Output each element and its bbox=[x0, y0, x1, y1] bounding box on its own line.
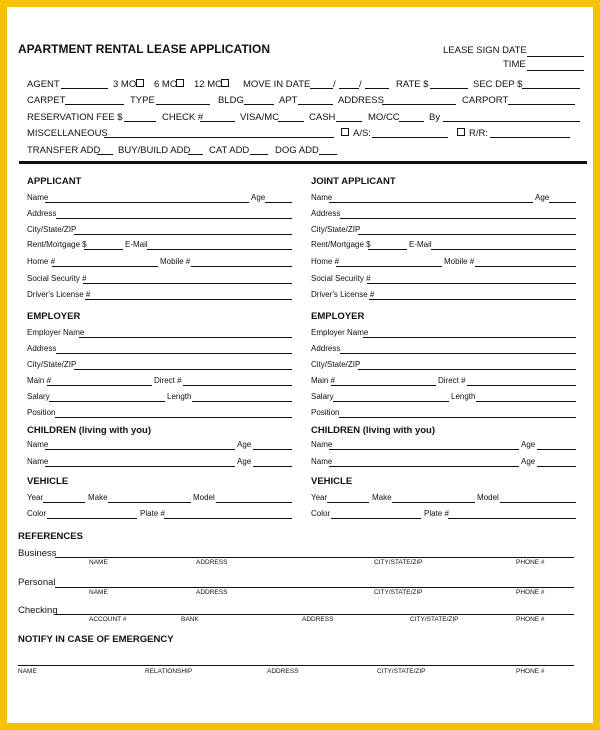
applicant-child2-age[interactable] bbox=[253, 466, 292, 467]
reference-checking-line[interactable] bbox=[55, 614, 574, 615]
label: Rent/Mortgage $ bbox=[27, 240, 87, 249]
label: Mobile # bbox=[160, 257, 191, 266]
label: Salary bbox=[27, 392, 50, 401]
label: 6 MO bbox=[154, 79, 178, 90]
label: Mobile # bbox=[444, 257, 475, 266]
label: DOG ADD bbox=[275, 145, 319, 156]
cat-add-field[interactable] bbox=[250, 154, 268, 155]
joint-year[interactable] bbox=[327, 502, 369, 503]
joint-mobile[interactable] bbox=[475, 266, 576, 267]
label: Social Security # bbox=[27, 274, 87, 283]
mo3-checkbox[interactable] bbox=[136, 79, 144, 87]
ac-field[interactable] bbox=[372, 137, 448, 138]
label: AGENT bbox=[27, 79, 60, 90]
label: Name bbox=[311, 457, 333, 466]
label: Employer Name bbox=[311, 328, 369, 337]
label: City/State/ZIP bbox=[311, 225, 361, 234]
reservation-fee-field[interactable] bbox=[124, 121, 156, 122]
rate-field[interactable] bbox=[430, 88, 468, 89]
joint-children-heading: CHILDREN (living with you) bbox=[311, 425, 436, 436]
applicant-vehicle-heading: VEHICLE bbox=[27, 476, 69, 487]
section-divider bbox=[19, 161, 587, 164]
label: TRANSFER ADD bbox=[27, 145, 101, 156]
label: Plate # bbox=[140, 509, 165, 518]
label: MOVE IN DATE bbox=[243, 79, 311, 90]
label: ADDRESS bbox=[338, 95, 384, 106]
date-separator: / bbox=[333, 79, 336, 90]
applicant-model[interactable] bbox=[216, 502, 292, 503]
joint-child2-name[interactable] bbox=[329, 466, 519, 467]
applicant-color[interactable] bbox=[47, 518, 137, 519]
visa-mc-field[interactable] bbox=[278, 121, 304, 122]
reference-personal-line[interactable] bbox=[55, 587, 574, 588]
check-field[interactable] bbox=[200, 121, 235, 122]
joint-ssn[interactable] bbox=[367, 283, 576, 284]
applicant-employer-name[interactable] bbox=[79, 337, 292, 338]
joint-child1-name[interactable] bbox=[329, 449, 519, 450]
label: Color bbox=[311, 509, 331, 518]
rr-checkbox[interactable] bbox=[457, 128, 465, 136]
joint-employer-city[interactable] bbox=[358, 369, 576, 370]
label: ADDRESS bbox=[302, 616, 334, 623]
time-label: TIME bbox=[503, 59, 526, 70]
ac-checkbox[interactable] bbox=[341, 128, 349, 136]
label: City/State/ZIP bbox=[27, 360, 77, 369]
label: CARPET bbox=[27, 95, 66, 106]
label: NAME bbox=[89, 589, 108, 596]
mo-cc-field[interactable] bbox=[399, 121, 424, 122]
applicant-mobile[interactable] bbox=[191, 266, 292, 267]
applicant-home[interactable] bbox=[52, 266, 158, 267]
label: Name bbox=[27, 193, 49, 202]
label: BUY/BUILD ADD bbox=[118, 145, 191, 156]
joint-direct[interactable] bbox=[467, 385, 576, 386]
label: Length bbox=[167, 392, 192, 401]
page-title: APARTMENT RENTAL LEASE APPLICATION bbox=[18, 42, 270, 56]
sec-dep-field[interactable] bbox=[522, 88, 580, 89]
application-page bbox=[7, 7, 593, 723]
label: Model bbox=[193, 493, 215, 502]
label: Social Security # bbox=[311, 274, 371, 283]
label: E-Mail bbox=[125, 240, 148, 249]
joint-name[interactable] bbox=[329, 202, 533, 203]
applicant-child2-name[interactable] bbox=[45, 466, 235, 467]
label: CASH bbox=[309, 112, 336, 123]
label: CARPORT bbox=[462, 95, 509, 106]
applicant-dl[interactable] bbox=[85, 299, 292, 300]
label: ADDRESS bbox=[196, 589, 228, 596]
reference-business-line[interactable] bbox=[55, 557, 574, 558]
label: 3 MO bbox=[113, 79, 137, 90]
label: Name bbox=[311, 440, 333, 449]
transfer-add-field[interactable] bbox=[97, 154, 113, 155]
mo12-checkbox[interactable] bbox=[221, 79, 229, 87]
joint-employer-heading: EMPLOYER bbox=[311, 311, 365, 322]
label: CITY/STATE/ZIP bbox=[377, 668, 426, 675]
joint-salary[interactable] bbox=[333, 401, 449, 402]
label: ADDRESS bbox=[196, 559, 228, 566]
label: RELATIONSHIP bbox=[145, 668, 193, 675]
joint-color[interactable] bbox=[331, 518, 421, 519]
label: CHECK # bbox=[162, 112, 204, 123]
joint-main[interactable] bbox=[331, 385, 436, 386]
label: City/State/ZIP bbox=[27, 225, 77, 234]
label: CITY/STATE/ZIP bbox=[410, 616, 459, 623]
applicant-main[interactable] bbox=[47, 385, 152, 386]
label: ACCOUNT # bbox=[89, 616, 127, 623]
label: Main # bbox=[27, 376, 52, 385]
applicant-email[interactable] bbox=[147, 249, 292, 250]
label: City/State/ZIP bbox=[311, 360, 361, 369]
joint-city[interactable] bbox=[358, 234, 576, 235]
applicant-plate[interactable] bbox=[164, 518, 292, 519]
lease-sign-date-label: LEASE SIGN DATE bbox=[443, 45, 527, 56]
bldg-field[interactable] bbox=[244, 104, 274, 105]
applicant-heading: APPLICANT bbox=[27, 176, 82, 187]
joint-child2-age[interactable] bbox=[537, 466, 576, 467]
label: Employer Name bbox=[27, 328, 85, 337]
label: NAME bbox=[18, 668, 37, 675]
label: Age bbox=[521, 440, 536, 449]
label: Address bbox=[311, 209, 341, 218]
joint-rent[interactable] bbox=[368, 249, 407, 250]
apt-field[interactable] bbox=[298, 104, 333, 105]
carpet-field[interactable] bbox=[65, 104, 124, 105]
move-in-month[interactable] bbox=[310, 88, 333, 89]
label: Age bbox=[237, 457, 252, 466]
label: Name bbox=[27, 440, 49, 449]
label: CAT ADD bbox=[209, 145, 250, 156]
applicant-employer-city[interactable] bbox=[74, 369, 292, 370]
label: Model bbox=[477, 493, 499, 502]
move-in-year[interactable] bbox=[365, 88, 389, 89]
label: Make bbox=[88, 493, 108, 502]
label: Name bbox=[311, 193, 333, 202]
label: Color bbox=[27, 509, 47, 518]
applicant-address[interactable] bbox=[56, 218, 292, 219]
joint-age[interactable] bbox=[549, 202, 576, 203]
label: Home # bbox=[311, 257, 340, 266]
joint-plate[interactable] bbox=[448, 518, 576, 519]
joint-employer-address[interactable] bbox=[340, 353, 576, 354]
label: Address bbox=[27, 344, 57, 353]
label: PHONE # bbox=[516, 616, 545, 623]
label: MISCELLANEOUS bbox=[27, 128, 108, 139]
joint-heading: JOINT APPLICANT bbox=[311, 176, 396, 187]
emergency-heading: NOTIFY IN CASE OF EMERGENCY bbox=[18, 634, 174, 645]
label: Driver's License # bbox=[27, 290, 91, 299]
label: RESERVATION FEE $ bbox=[27, 112, 123, 123]
label: Rent/Mortgage $ bbox=[311, 240, 371, 249]
reference-checking-label: Checking bbox=[18, 605, 58, 616]
applicant-child1-name[interactable] bbox=[45, 449, 235, 450]
label: PHONE # bbox=[516, 589, 545, 596]
label: CITY/STATE/ZIP bbox=[374, 589, 423, 596]
reference-personal-label: Personal bbox=[18, 577, 56, 588]
label: Age bbox=[237, 440, 252, 449]
applicant-make[interactable] bbox=[108, 502, 191, 503]
joint-address[interactable] bbox=[340, 218, 576, 219]
applicant-ssn[interactable] bbox=[83, 283, 292, 284]
applicant-child1-age[interactable] bbox=[253, 449, 292, 450]
label: MO/CC bbox=[368, 112, 400, 123]
applicant-direct[interactable] bbox=[183, 385, 292, 386]
joint-home[interactable] bbox=[336, 266, 442, 267]
label: PHONE # bbox=[516, 668, 545, 675]
label: Direct # bbox=[154, 376, 182, 385]
label: Position bbox=[311, 408, 340, 417]
label: PHONE # bbox=[516, 559, 545, 566]
label: By bbox=[429, 112, 441, 123]
joint-position[interactable] bbox=[339, 417, 576, 418]
label: Plate # bbox=[424, 509, 449, 518]
label: R/R: bbox=[469, 128, 488, 139]
reference-business-label: Business bbox=[18, 548, 57, 559]
label: Direct # bbox=[438, 376, 466, 385]
joint-email[interactable] bbox=[431, 249, 576, 250]
rr-field[interactable] bbox=[490, 137, 570, 138]
address-field[interactable] bbox=[382, 104, 456, 105]
references-heading: REFERENCES bbox=[18, 531, 83, 542]
label: TYPE bbox=[130, 95, 155, 106]
label: Age bbox=[535, 193, 550, 202]
dog-add-field[interactable] bbox=[319, 154, 337, 155]
joint-dl[interactable] bbox=[369, 299, 576, 300]
joint-child1-age[interactable] bbox=[537, 449, 576, 450]
label: BANK bbox=[181, 616, 199, 623]
label: Age bbox=[251, 193, 266, 202]
label: Address bbox=[27, 209, 57, 218]
label: BLDG bbox=[218, 95, 244, 106]
applicant-age[interactable] bbox=[265, 202, 292, 203]
label: A/S: bbox=[353, 128, 371, 139]
date-separator: / bbox=[359, 79, 362, 90]
move-in-day[interactable] bbox=[339, 88, 359, 89]
time-field[interactable] bbox=[527, 70, 584, 71]
label: CITY/STATE/ZIP bbox=[374, 559, 423, 566]
lease-sign-date-field[interactable] bbox=[527, 56, 584, 57]
label: Home # bbox=[27, 257, 56, 266]
cash-field[interactable] bbox=[336, 121, 362, 122]
label: E-Mail bbox=[409, 240, 432, 249]
applicant-children-heading: CHILDREN (living with you) bbox=[27, 425, 152, 436]
by-field[interactable] bbox=[443, 121, 580, 122]
miscellaneous-field[interactable] bbox=[104, 137, 334, 138]
label: Year bbox=[27, 493, 44, 502]
type-field[interactable] bbox=[156, 104, 210, 105]
applicant-length[interactable] bbox=[192, 401, 292, 402]
mo6-checkbox[interactable] bbox=[176, 79, 184, 87]
applicant-year[interactable] bbox=[43, 502, 85, 503]
label: NAME bbox=[89, 559, 108, 566]
carport-field[interactable] bbox=[508, 104, 575, 105]
label: Length bbox=[451, 392, 476, 401]
label: Age bbox=[521, 457, 536, 466]
label: APT bbox=[279, 95, 298, 106]
agent-field[interactable] bbox=[61, 88, 108, 89]
label: Main # bbox=[311, 376, 336, 385]
label: VISA/MC bbox=[240, 112, 280, 123]
applicant-position[interactable] bbox=[55, 417, 292, 418]
label: Address bbox=[311, 344, 341, 353]
label: Driver's License # bbox=[311, 290, 375, 299]
applicant-rent[interactable] bbox=[84, 249, 123, 250]
applicant-employer-heading: EMPLOYER bbox=[27, 311, 81, 322]
label: Name bbox=[27, 457, 49, 466]
applicant-name[interactable] bbox=[45, 202, 249, 203]
emergency-line[interactable] bbox=[18, 665, 574, 666]
label: Year bbox=[311, 493, 328, 502]
joint-vehicle-heading: VEHICLE bbox=[311, 476, 353, 487]
joint-employer-name[interactable] bbox=[363, 337, 576, 338]
label: Make bbox=[372, 493, 392, 502]
joint-make[interactable] bbox=[392, 502, 475, 503]
applicant-employer-address[interactable] bbox=[56, 353, 292, 354]
joint-model[interactable] bbox=[500, 502, 576, 503]
label: RATE $ bbox=[396, 79, 429, 90]
applicant-salary[interactable] bbox=[49, 401, 165, 402]
label: ADDRESS bbox=[267, 668, 299, 675]
joint-length[interactable] bbox=[476, 401, 576, 402]
label: Position bbox=[27, 408, 56, 417]
label: Salary bbox=[311, 392, 334, 401]
label: 12 MO bbox=[194, 79, 223, 90]
buy-build-add-field[interactable] bbox=[188, 154, 203, 155]
applicant-city[interactable] bbox=[74, 234, 292, 235]
label: SEC DEP $ bbox=[473, 79, 523, 90]
